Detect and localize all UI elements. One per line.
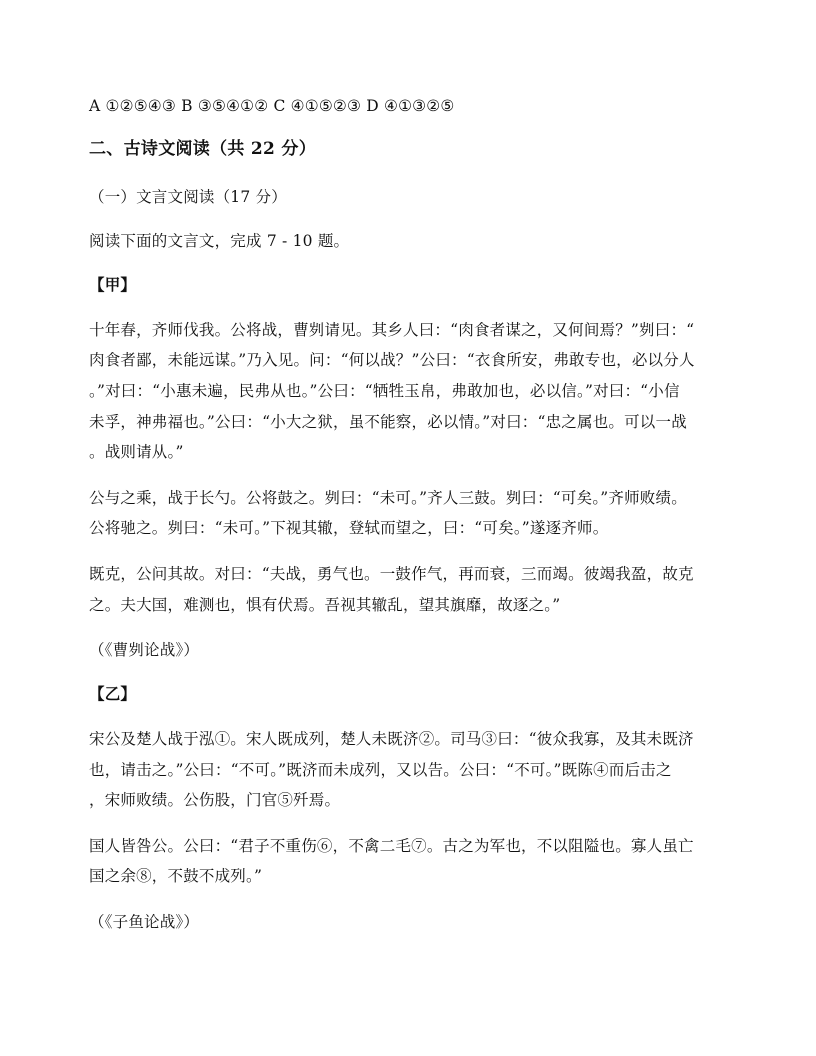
paragraph-line: 十年春，齐师伐我。公将战，曹刿请见。其乡人曰：“肉食者谋之，又何间焉？”刿曰：“ xyxy=(89,321,695,339)
instruction-text: 阅读下面的文言文，完成 7 - 10 题。 xyxy=(89,232,350,250)
paragraph-line: 。战则请从。” xyxy=(89,443,184,461)
passage-jia-source: （《曹刿论战》） xyxy=(89,641,200,659)
paragraph-line: 公与之乘，战于长勺。公将鼓之。刿曰：“未可。”齐人三鼓。刿曰：“可矣。”齐师败绩。 xyxy=(89,489,687,507)
paragraph-line: 未孚，神弗福也。”公曰：“小大之狱，虽不能察，必以情。”对曰：“忠之属也。可以一战 xyxy=(89,413,687,431)
paragraph-line: 公将驰之。刿曰：“未可。”下视其辙，登轼而望之，曰：“可矣。”遂逐齐师。 xyxy=(89,519,609,537)
paragraph-line: 。”对曰：“小惠未遍，民弗从也。”公曰：“牺牲玉帛，弗敢加也，必以信。”对曰：“小信 xyxy=(89,382,680,400)
paragraph-line: ，宋师败绩。公伤股，门官⑤歼焉。 xyxy=(89,791,341,809)
section-title: 二、古诗文阅读（共 22 分） xyxy=(89,139,316,159)
paragraph-line: 宋公及楚人战于泓①。宋人既成列，楚人未既济②。司马③曰：“彼众我寡，及其未既济 xyxy=(89,730,694,748)
paragraph-line: 国之余⑧，不鼓不成列。” xyxy=(89,867,263,885)
passage-yi-label: 【乙】 xyxy=(89,684,137,703)
answer-options: A ①②⑤④③ B ③⑤④①② C ④①⑤②③ D ④①③②⑤ xyxy=(89,97,455,115)
passage-jia-label: 【甲】 xyxy=(89,275,137,294)
paragraph-line: 既克，公问其故。对曰：“夫战，勇气也。一鼓作气，再而衰，三而竭。彼竭我盈，故克 xyxy=(89,565,694,583)
paragraph-line: 之。夫大国，难测也，惧有伏焉。吾视其辙乱，望其旗靡，故逐之。” xyxy=(89,596,561,614)
subsection-title: （一）文言文阅读（17 分） xyxy=(89,188,287,206)
paragraph-line: 国人皆咎公。公曰：“君子不重伤⑥，不禽二毛⑦。古之为军也，不以阻隘也。寡人虽亡 xyxy=(89,837,694,855)
passage-yi-source: （《子鱼论战》） xyxy=(89,913,200,931)
paragraph-line: 也，请击之。”公曰：“不可。”既济而未成列，又以告。公曰：“不可。”既陈④而后击之 xyxy=(89,761,672,779)
paragraph-line: 肉食者鄙，未能远谋。”乃入见。问：“何以战？”公曰：“衣食所安，弗敢专也，必以分人 xyxy=(89,351,695,369)
